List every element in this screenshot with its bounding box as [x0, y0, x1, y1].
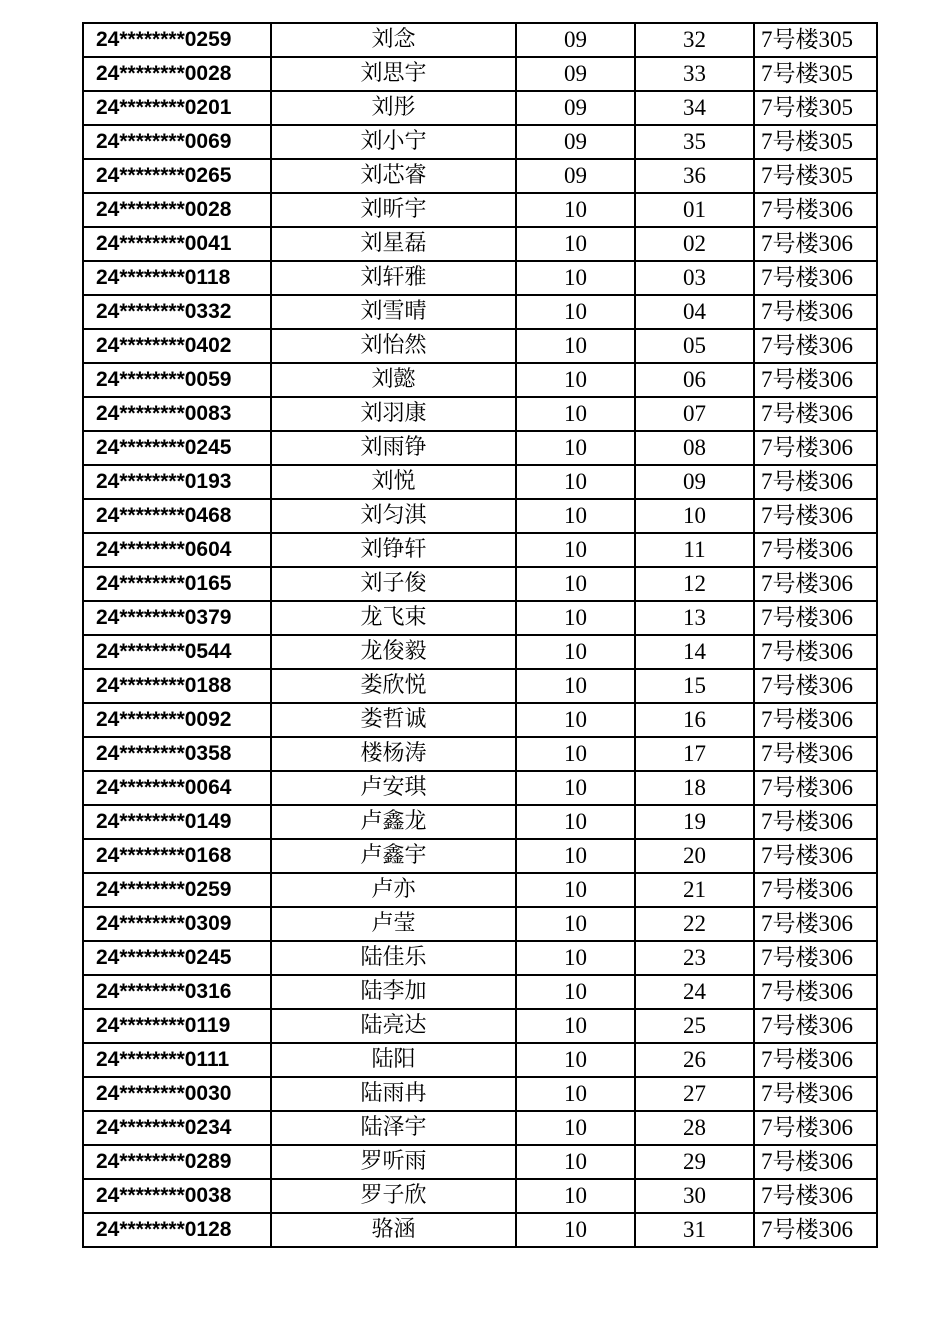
seat-number-cell: 15	[635, 669, 754, 703]
student-id-cell: 24********0379	[83, 601, 271, 635]
student-name-cell: 刘懿	[271, 363, 516, 397]
seat-number-cell: 24	[635, 975, 754, 1009]
seat-number-cell: 02	[635, 227, 754, 261]
student-id-cell: 24********0358	[83, 737, 271, 771]
class-number-cell: 10	[516, 1179, 635, 1213]
student-id-cell: 24********0259	[83, 23, 271, 57]
table-row	[83, 1179, 877, 1213]
student-name-cell: 刘匀淇	[271, 499, 516, 533]
class-number-cell: 10	[516, 873, 635, 907]
class-number-cell: 10	[516, 1077, 635, 1111]
student-id-cell: 24********0316	[83, 975, 271, 1009]
seat-number-cell: 23	[635, 941, 754, 975]
exam-room-cell: 7号楼305	[754, 23, 877, 57]
table-row	[83, 465, 877, 499]
student-name-cell: 刘子俊	[271, 567, 516, 601]
exam-room-cell: 7号楼306	[754, 295, 877, 329]
class-number-cell: 10	[516, 805, 635, 839]
student-name-cell: 陆雨冉	[271, 1077, 516, 1111]
student-id-cell: 24********0119	[83, 1009, 271, 1043]
exam-room-cell: 7号楼306	[754, 1111, 877, 1145]
seat-number-cell: 36	[635, 159, 754, 193]
student-id-cell: 24********0168	[83, 839, 271, 873]
student-name-cell: 龙飞束	[271, 601, 516, 635]
class-number-cell: 09	[516, 159, 635, 193]
student-name-cell: 刘昕宇	[271, 193, 516, 227]
student-name-cell: 龙俊毅	[271, 635, 516, 669]
class-number-cell: 10	[516, 465, 635, 499]
seat-number-cell: 34	[635, 91, 754, 125]
exam-room-cell: 7号楼306	[754, 975, 877, 1009]
class-number-cell: 10	[516, 771, 635, 805]
student-name-cell: 卢莹	[271, 907, 516, 941]
table-row	[83, 771, 877, 805]
seat-number-cell: 10	[635, 499, 754, 533]
exam-room-cell: 7号楼306	[754, 1077, 877, 1111]
exam-room-cell: 7号楼306	[754, 227, 877, 261]
class-number-cell: 10	[516, 1043, 635, 1077]
table-row	[83, 431, 877, 465]
seat-number-cell: 19	[635, 805, 754, 839]
table-row	[83, 1009, 877, 1043]
student-name-cell: 刘芯睿	[271, 159, 516, 193]
exam-room-cell: 7号楼306	[754, 703, 877, 737]
seat-number-cell: 01	[635, 193, 754, 227]
exam-room-cell: 7号楼306	[754, 941, 877, 975]
student-name-cell: 刘星磊	[271, 227, 516, 261]
student-name-cell: 刘铮轩	[271, 533, 516, 567]
class-number-cell: 10	[516, 941, 635, 975]
student-id-cell: 24********0201	[83, 91, 271, 125]
student-name-cell: 刘羽康	[271, 397, 516, 431]
exam-room-cell: 7号楼306	[754, 1145, 877, 1179]
seat-number-cell: 27	[635, 1077, 754, 1111]
student-name-cell: 刘悦	[271, 465, 516, 499]
exam-room-cell: 7号楼306	[754, 397, 877, 431]
student-id-cell: 24********0028	[83, 193, 271, 227]
seat-number-cell: 14	[635, 635, 754, 669]
class-number-cell: 10	[516, 907, 635, 941]
student-id-cell: 24********0059	[83, 363, 271, 397]
seat-number-cell: 05	[635, 329, 754, 363]
student-id-cell: 24********0165	[83, 567, 271, 601]
student-id-cell: 24********0028	[83, 57, 271, 91]
student-name-cell: 刘思宇	[271, 57, 516, 91]
table-row	[83, 669, 877, 703]
class-number-cell: 10	[516, 975, 635, 1009]
exam-room-cell: 7号楼306	[754, 363, 877, 397]
seat-number-cell: 33	[635, 57, 754, 91]
exam-room-cell: 7号楼306	[754, 567, 877, 601]
seat-number-cell: 26	[635, 1043, 754, 1077]
exam-room-cell: 7号楼306	[754, 839, 877, 873]
class-number-cell: 10	[516, 295, 635, 329]
table-row	[83, 193, 877, 227]
student-id-cell: 24********0041	[83, 227, 271, 261]
class-number-cell: 09	[516, 57, 635, 91]
student-name-cell: 卢鑫宇	[271, 839, 516, 873]
class-number-cell: 10	[516, 1009, 635, 1043]
seat-number-cell: 17	[635, 737, 754, 771]
table-row	[83, 363, 877, 397]
student-id-cell: 24********0092	[83, 703, 271, 737]
exam-room-cell: 7号楼306	[754, 907, 877, 941]
class-number-cell: 10	[516, 363, 635, 397]
student-id-cell: 24********0468	[83, 499, 271, 533]
student-name-cell: 刘彤	[271, 91, 516, 125]
table-row	[83, 1043, 877, 1077]
student-name-cell: 刘轩雅	[271, 261, 516, 295]
student-name-cell: 楼杨涛	[271, 737, 516, 771]
table-row	[83, 397, 877, 431]
exam-room-cell: 7号楼305	[754, 125, 877, 159]
table-row	[83, 873, 877, 907]
seat-number-cell: 20	[635, 839, 754, 873]
table-row	[83, 1213, 877, 1247]
seat-number-cell: 16	[635, 703, 754, 737]
seat-number-cell: 29	[635, 1145, 754, 1179]
student-name-cell: 娄哲诚	[271, 703, 516, 737]
table-row	[83, 805, 877, 839]
student-name-cell: 骆涵	[271, 1213, 516, 1247]
student-id-cell: 24********0069	[83, 125, 271, 159]
student-id-cell: 24********0265	[83, 159, 271, 193]
class-number-cell: 10	[516, 397, 635, 431]
student-id-cell: 24********0193	[83, 465, 271, 499]
student-name-cell: 罗听雨	[271, 1145, 516, 1179]
exam-room-cell: 7号楼305	[754, 159, 877, 193]
exam-room-cell: 7号楼306	[754, 669, 877, 703]
exam-room-cell: 7号楼306	[754, 533, 877, 567]
student-name-cell: 陆阳	[271, 1043, 516, 1077]
exam-room-cell: 7号楼306	[754, 873, 877, 907]
student-id-cell: 24********0188	[83, 669, 271, 703]
seat-number-cell: 21	[635, 873, 754, 907]
seat-number-cell: 35	[635, 125, 754, 159]
exam-room-cell: 7号楼306	[754, 499, 877, 533]
class-number-cell: 09	[516, 23, 635, 57]
class-number-cell: 10	[516, 737, 635, 771]
student-id-cell: 24********0128	[83, 1213, 271, 1247]
student-name-cell: 陆佳乐	[271, 941, 516, 975]
student-id-cell: 24********0259	[83, 873, 271, 907]
class-number-cell: 10	[516, 839, 635, 873]
student-id-cell: 24********0030	[83, 1077, 271, 1111]
student-id-cell: 24********0234	[83, 1111, 271, 1145]
class-number-cell: 10	[516, 1145, 635, 1179]
exam-room-cell: 7号楼306	[754, 635, 877, 669]
exam-room-cell: 7号楼306	[754, 431, 877, 465]
seat-number-cell: 31	[635, 1213, 754, 1247]
student-id-cell: 24********0544	[83, 635, 271, 669]
seat-number-cell: 28	[635, 1111, 754, 1145]
seat-number-cell: 08	[635, 431, 754, 465]
class-number-cell: 10	[516, 635, 635, 669]
exam-room-cell: 7号楼306	[754, 771, 877, 805]
student-name-cell: 娄欣悦	[271, 669, 516, 703]
exam-room-cell: 7号楼306	[754, 261, 877, 295]
table-row	[83, 295, 877, 329]
class-number-cell: 10	[516, 193, 635, 227]
exam-seating-table	[82, 22, 878, 1248]
exam-room-cell: 7号楼306	[754, 805, 877, 839]
seat-number-cell: 04	[635, 295, 754, 329]
class-number-cell: 09	[516, 125, 635, 159]
student-id-cell: 24********0309	[83, 907, 271, 941]
table-row	[83, 1111, 877, 1145]
student-id-cell: 24********0118	[83, 261, 271, 295]
class-number-cell: 10	[516, 669, 635, 703]
table-row	[83, 975, 877, 1009]
class-number-cell: 10	[516, 601, 635, 635]
student-id-cell: 24********0332	[83, 295, 271, 329]
student-name-cell: 卢安琪	[271, 771, 516, 805]
class-number-cell: 10	[516, 1213, 635, 1247]
seat-number-cell: 30	[635, 1179, 754, 1213]
table-body	[83, 23, 877, 1247]
table-row	[83, 261, 877, 295]
table-row	[83, 533, 877, 567]
class-number-cell: 09	[516, 91, 635, 125]
seat-number-cell: 13	[635, 601, 754, 635]
exam-room-cell: 7号楼305	[754, 91, 877, 125]
exam-room-cell: 7号楼306	[754, 193, 877, 227]
student-name-cell: 刘念	[271, 23, 516, 57]
seat-number-cell: 11	[635, 533, 754, 567]
exam-room-cell: 7号楼306	[754, 601, 877, 635]
seat-number-cell: 03	[635, 261, 754, 295]
exam-room-cell: 7号楼305	[754, 57, 877, 91]
student-name-cell: 罗子欣	[271, 1179, 516, 1213]
table-row	[83, 635, 877, 669]
student-id-cell: 24********0038	[83, 1179, 271, 1213]
student-id-cell: 24********0111	[83, 1043, 271, 1077]
table-row	[83, 601, 877, 635]
seat-number-cell: 25	[635, 1009, 754, 1043]
exam-room-cell: 7号楼306	[754, 737, 877, 771]
exam-room-cell: 7号楼306	[754, 465, 877, 499]
seat-number-cell: 18	[635, 771, 754, 805]
seat-number-cell: 22	[635, 907, 754, 941]
student-id-cell: 24********0083	[83, 397, 271, 431]
table-row	[83, 125, 877, 159]
table-row	[83, 1145, 877, 1179]
student-id-cell: 24********0289	[83, 1145, 271, 1179]
class-number-cell: 10	[516, 329, 635, 363]
student-name-cell: 陆李加	[271, 975, 516, 1009]
student-id-cell: 24********0245	[83, 941, 271, 975]
table-row	[83, 907, 877, 941]
student-id-cell: 24********0604	[83, 533, 271, 567]
student-id-cell: 24********0149	[83, 805, 271, 839]
table-row	[83, 567, 877, 601]
class-number-cell: 10	[516, 261, 635, 295]
student-name-cell: 卢鑫龙	[271, 805, 516, 839]
class-number-cell: 10	[516, 227, 635, 261]
table-row	[83, 23, 877, 57]
student-name-cell: 卢亦	[271, 873, 516, 907]
student-id-cell: 24********0245	[83, 431, 271, 465]
student-name-cell: 刘小宁	[271, 125, 516, 159]
table-row	[83, 839, 877, 873]
table-row	[83, 329, 877, 363]
student-name-cell: 刘怡然	[271, 329, 516, 363]
student-id-cell: 24********0064	[83, 771, 271, 805]
student-name-cell: 刘雪晴	[271, 295, 516, 329]
table-row	[83, 703, 877, 737]
exam-room-cell: 7号楼306	[754, 1009, 877, 1043]
student-name-cell: 陆泽宇	[271, 1111, 516, 1145]
seat-number-cell: 09	[635, 465, 754, 499]
student-name-cell: 陆亮达	[271, 1009, 516, 1043]
class-number-cell: 10	[516, 703, 635, 737]
table-row	[83, 91, 877, 125]
table-row	[83, 227, 877, 261]
seat-number-cell: 12	[635, 567, 754, 601]
seat-number-cell: 07	[635, 397, 754, 431]
exam-room-cell: 7号楼306	[754, 329, 877, 363]
class-number-cell: 10	[516, 533, 635, 567]
exam-room-cell: 7号楼306	[754, 1043, 877, 1077]
student-name-cell: 刘雨铮	[271, 431, 516, 465]
table-row	[83, 57, 877, 91]
table-row	[83, 737, 877, 771]
table-row	[83, 1077, 877, 1111]
table-row	[83, 159, 877, 193]
seat-number-cell: 06	[635, 363, 754, 397]
student-id-cell: 24********0402	[83, 329, 271, 363]
table-row	[83, 499, 877, 533]
exam-room-cell: 7号楼306	[754, 1213, 877, 1247]
exam-room-cell: 7号楼306	[754, 1179, 877, 1213]
class-number-cell: 10	[516, 567, 635, 601]
class-number-cell: 10	[516, 1111, 635, 1145]
seat-number-cell: 32	[635, 23, 754, 57]
class-number-cell: 10	[516, 431, 635, 465]
class-number-cell: 10	[516, 499, 635, 533]
table-row	[83, 941, 877, 975]
